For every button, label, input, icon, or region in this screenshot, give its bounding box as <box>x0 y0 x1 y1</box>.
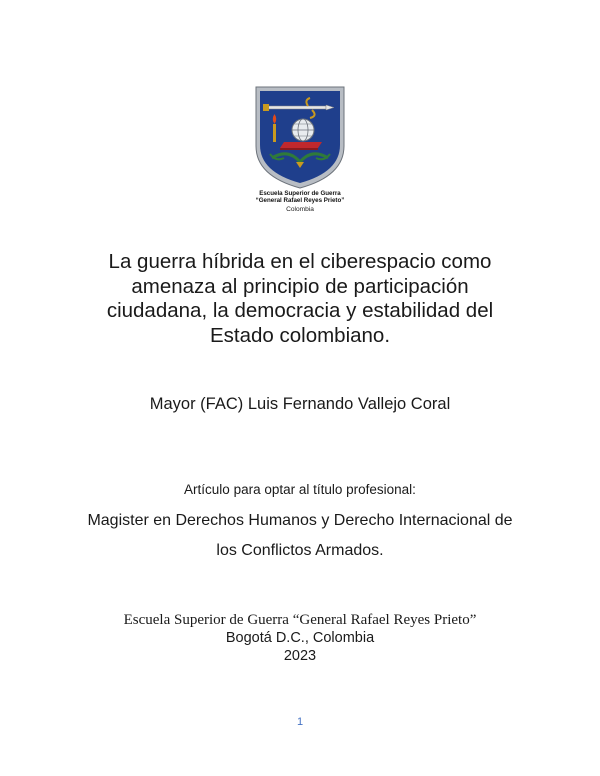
crest-caption-general: “General Rafael Reyes Prieto” <box>255 197 345 204</box>
title-line: amenaza al principio de participación <box>131 274 469 298</box>
institution-city: Bogotá D.C., Colombia <box>225 630 375 646</box>
title-line: La guerra híbrida en el ciberespacio como <box>108 250 492 273</box>
publication-year: 2023 <box>283 648 317 664</box>
page-number: 1 <box>296 716 304 728</box>
crest-caption-school: Escuela Superior de Guerra <box>259 190 341 197</box>
degree-line: los Conflictos Armados. <box>216 542 384 559</box>
crest-emblem <box>248 84 352 216</box>
degree-line: Magister en Derechos Humanos y Derecho Internacional de <box>87 512 513 529</box>
title-line: Estado colombiano. <box>209 323 391 347</box>
military-school-crest-icon <box>248 84 352 190</box>
degree-title <box>40 506 560 566</box>
author-name: Mayor (FAC) Luis Fernando Vallejo Coral <box>149 395 451 413</box>
crest-caption-country: Colombia <box>286 206 314 213</box>
document-title <box>60 250 540 348</box>
title-line: ciudadana, la democracia y estabilidad del <box>106 299 494 322</box>
article-purpose-label: Artículo para optar al título profesional: <box>184 482 416 497</box>
institution-name: Escuela Superior de Guerra “General Rafael Reyes Prieto” <box>123 612 477 628</box>
